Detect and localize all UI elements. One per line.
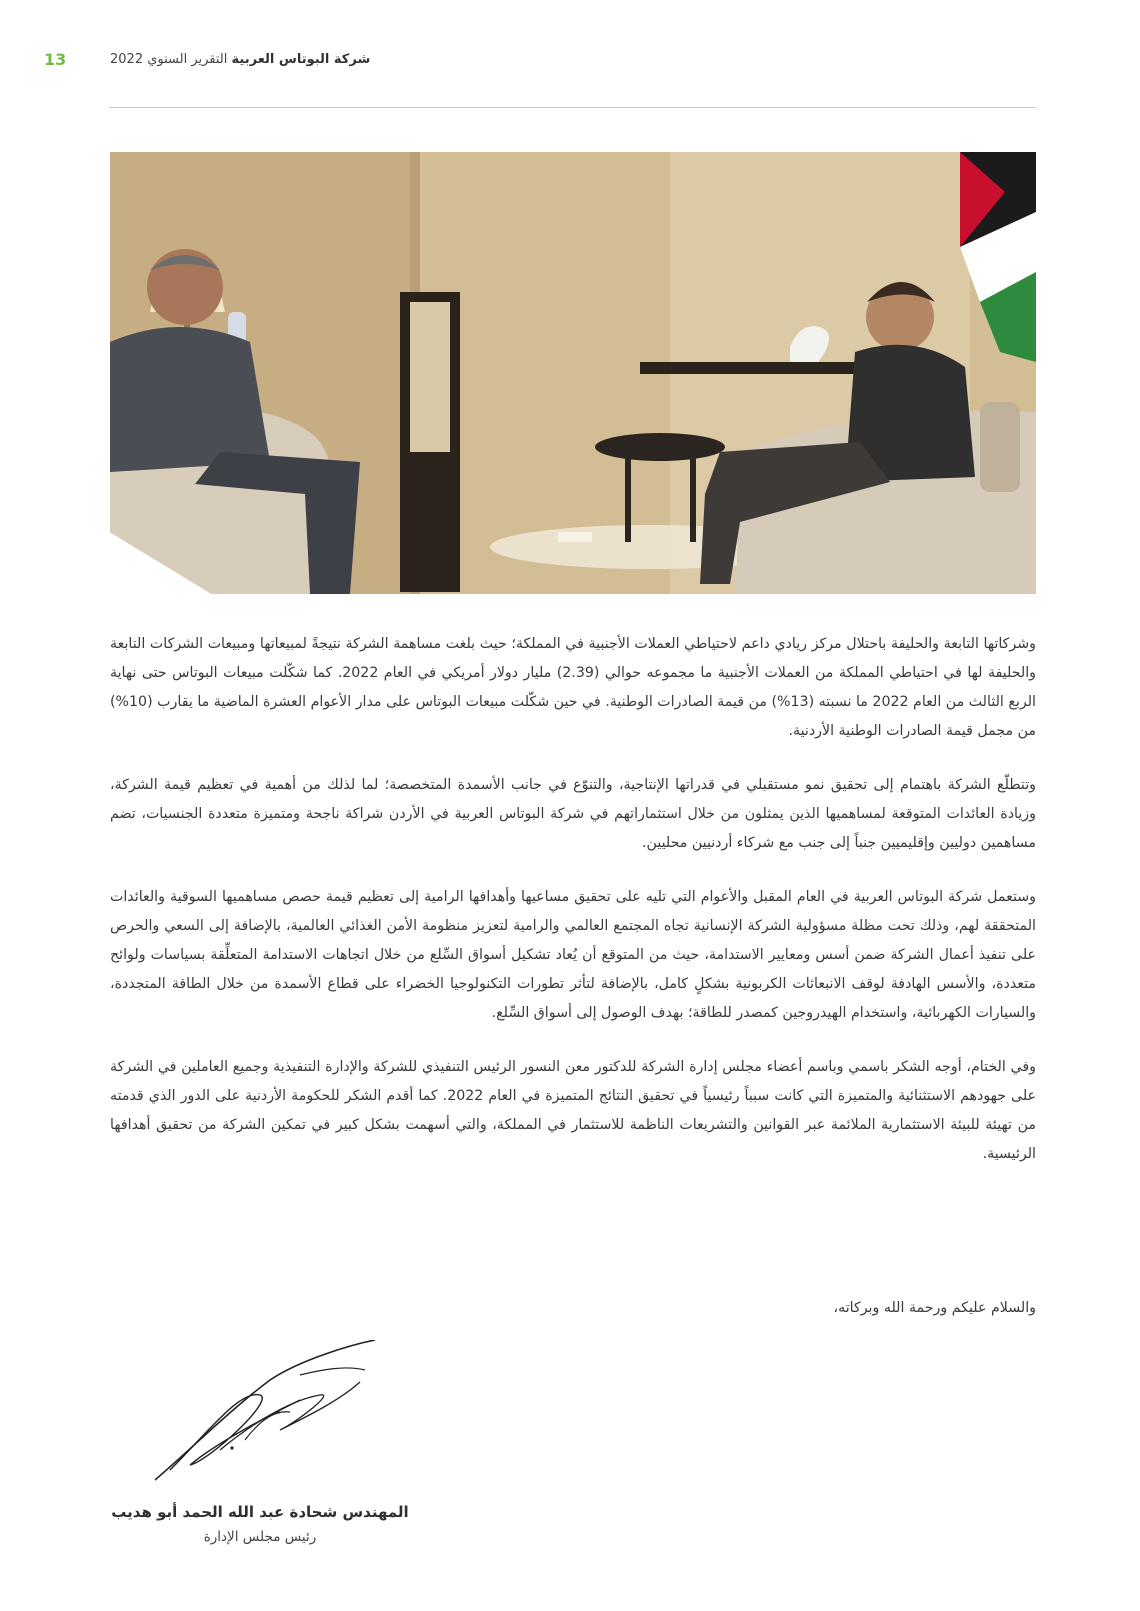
- running-title: [110, 52, 370, 67]
- report-title: التقرير السنوي 2022: [110, 52, 228, 67]
- company-name: شركة البوتاس العربية: [231, 52, 371, 67]
- paragraph-1: وشركاتها التابعة والحليفة باحتلال مركز ريادي داعم لاحتياطي العملات الأجنبية في المملكة؛ حيث بلغت مساهمة الشركة نتيجةً لمبيعاتها ومبيعات الشركات التابعة والحليفة لها في احتياطي المملكة من العملات الأجنبية ما مجموعه حوالي (2.39) مليار دولار أمريكي في العام 2022. كما شكّلت مبيعات البوتاس حتى نهاية الربع الثالث من العام 2022 ما نسبته (13%) من قيمة الصادرات الوطنية. في حين شكّلت مبيعات البوتاس على مدار الأعوام العشرة الماضية ما يقارب (10%) من مجمل قيمة الصادرات الوطنية الأردنية.: [110, 636, 1036, 739]
- paragraph-3: وستعمل شركة البوتاس العربية في العام المقبل والأعوام التي تليه على تحقيق مساعيها وأهدافها الرامية إلى تعظيم قيمة حصص مساهميها السوقية والعائدات المتحققة لهم، وذلك تحت مظلة مسؤولية الشركة الإنسانية تجاه المجتمع العالمي والرامية لتعزيز منظومة الأمن الغذائي العالمية، بالإضافة إلى السعي والحرص على تنفيذ أعمال الشركة ضمن أسس ومعايير الاستدامة، حيث من المتوقع أن يُعاد تشكيل أسواق السِّلع من خلال اتجاهات الاستدامة المتعلِّقة بسياسات ولوائح متعددة، والأسس الهادفة لوقف الانبعاثات الكربونية بشكلٍ كامل، بالإضافة لتأثر تطورات التكنولوجيا الخضراء على قطاع الأسمدة من خلال الطاقة المتجددة، والسيارات الكهربائية، واستخدام الهيدروجين كمصدر للطاقة؛ بهدف الوصول إلى أسواق السِّلع.: [110, 889, 1036, 1021]
- page-number: 13: [44, 50, 67, 69]
- meeting-photo: [110, 152, 1036, 594]
- paragraph-2: وتتطلّع الشركة باهتمام إلى تحقيق نمو مستقبلي في قدراتها الإنتاجية، والتنوّع في جانب الأسمدة المتخصصة؛ لما لذلك من أهمية في تعظيم قيمة الشركة، وزيادة العائدات المتوقعة لمساهميها الذين يمثلون من خلال استثماراتهم في شركة البوتاس العربية في الأردن شراكة ناجحة ومتميزة متعددة الجنسيات، تضم مساهمين دوليين وإقليميين جنباً إلى جنب مع شركاء أردنيين محليين.: [110, 777, 1036, 851]
- signature-image: [150, 1340, 390, 1490]
- signer-name: المهندس شحادة عبد الله الحمد أبو هديب: [111, 1503, 409, 1521]
- body-text: [110, 630, 1036, 1194]
- signer-title: رئيس مجلس الإدارة: [203, 1529, 317, 1545]
- closing-salutation: والسلام عليكم ورحمة الله وبركاته،: [833, 1300, 1036, 1316]
- header-divider: [110, 107, 1036, 108]
- paragraph-4: وفي الختام، أوجه الشكر باسمي وباسم أعضاء مجلس إدارة الشركة للدكتور معن النسور الرئيس التنفيذي للشركة والإدارة التنفيذية وجميع العاملين في الشركة على جهودهم الاستثنائية والمتميزة التي كانت سبباً رئيسياً في تحقيق النتائج المتميزة في العام 2022. كما أقدم الشكر للحكومة الأردنية على الدور الذي قدمته من تهيئة للبيئة الاستثمارية الملائمة عبر القوانين والتشريعات الناظمة للاستثمار في المملكة، والتي أسهمت بشكل كبير في تمكين الشركة من تحقيق أهدافها الرئيسية.: [110, 1059, 1037, 1162]
- meeting-photo-illustration: [110, 152, 1036, 594]
- signer-block: [110, 1503, 410, 1545]
- page-header: [44, 50, 1036, 74]
